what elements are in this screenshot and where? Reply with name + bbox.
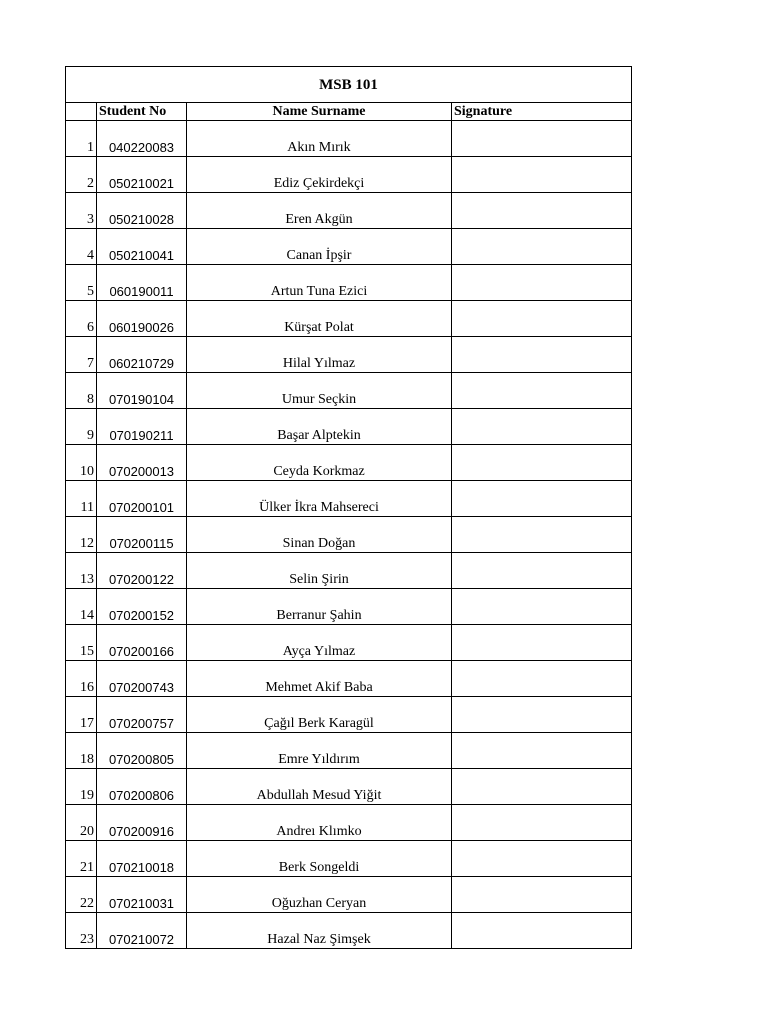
table-row (66, 697, 632, 733)
row-number: 12 (66, 517, 97, 553)
signature-cell[interactable] (452, 805, 632, 841)
signature-cell[interactable] (452, 841, 632, 877)
row-number: 11 (66, 481, 97, 517)
signature-cell[interactable] (452, 697, 632, 733)
name-surname-cell: Andreı Klımko (187, 805, 452, 841)
signature-cell[interactable] (452, 769, 632, 805)
header-row (66, 103, 632, 121)
table-row (66, 409, 632, 445)
name-surname-cell: Berk Songeldi (187, 841, 452, 877)
row-number: 21 (66, 841, 97, 877)
row-number: 16 (66, 661, 97, 697)
row-number: 5 (66, 265, 97, 301)
student-no-cell: 050210041 (97, 229, 187, 265)
row-number: 18 (66, 733, 97, 769)
table-row (66, 769, 632, 805)
row-number: 7 (66, 337, 97, 373)
header-name-surname: Name Surname (187, 103, 452, 121)
signature-cell[interactable] (452, 913, 632, 949)
table-row (66, 157, 632, 193)
table-row (66, 913, 632, 949)
student-no-cell: 050210028 (97, 193, 187, 229)
name-surname-cell: Çağıl Berk Karagül (187, 697, 452, 733)
signature-cell[interactable] (452, 409, 632, 445)
student-no-cell: 070200166 (97, 625, 187, 661)
name-surname-cell: Sinan Doğan (187, 517, 452, 553)
signature-cell[interactable] (452, 553, 632, 589)
student-no-cell: 070200101 (97, 481, 187, 517)
name-surname-cell: Umur Seçkin (187, 373, 452, 409)
name-surname-cell: Canan İpşir (187, 229, 452, 265)
table-row (66, 805, 632, 841)
table-row (66, 445, 632, 481)
name-surname-cell: Selin Şirin (187, 553, 452, 589)
student-no-cell: 060210729 (97, 337, 187, 373)
signature-cell[interactable] (452, 229, 632, 265)
row-number: 9 (66, 409, 97, 445)
table-row (66, 193, 632, 229)
signature-cell[interactable] (452, 265, 632, 301)
student-no-cell: 070200152 (97, 589, 187, 625)
name-surname-cell: Akın Mırık (187, 121, 452, 157)
name-surname-cell: Ceyda Korkmaz (187, 445, 452, 481)
signature-cell[interactable] (452, 373, 632, 409)
row-number: 10 (66, 445, 97, 481)
student-no-cell: 070200122 (97, 553, 187, 589)
name-surname-cell: Abdullah Mesud Yiğit (187, 769, 452, 805)
row-number: 1 (66, 121, 97, 157)
table-row (66, 121, 632, 157)
signature-cell[interactable] (452, 193, 632, 229)
name-surname-cell: Ayça Yılmaz (187, 625, 452, 661)
student-no-cell: 050210021 (97, 157, 187, 193)
name-surname-cell: Eren Akgün (187, 193, 452, 229)
signature-cell[interactable] (452, 481, 632, 517)
student-no-cell: 070190211 (97, 409, 187, 445)
signature-cell[interactable] (452, 121, 632, 157)
student-no-cell: 060190011 (97, 265, 187, 301)
table-row (66, 229, 632, 265)
row-number: 4 (66, 229, 97, 265)
header-student-no: Student No (97, 103, 187, 121)
signature-cell[interactable] (452, 733, 632, 769)
table-row (66, 265, 632, 301)
name-surname-cell: Oğuzhan Ceryan (187, 877, 452, 913)
name-surname-cell: Hazal Naz Şimşek (187, 913, 452, 949)
signature-cell[interactable] (452, 517, 632, 553)
name-surname-cell: Artun Tuna Ezici (187, 265, 452, 301)
student-no-cell: 040220083 (97, 121, 187, 157)
table-row (66, 301, 632, 337)
table-row (66, 481, 632, 517)
signature-cell[interactable] (452, 157, 632, 193)
table-row (66, 733, 632, 769)
signature-cell[interactable] (452, 445, 632, 481)
student-no-cell: 070200916 (97, 805, 187, 841)
name-surname-cell: Mehmet Akif Baba (187, 661, 452, 697)
row-number: 19 (66, 769, 97, 805)
attendance-sheet-body (66, 67, 632, 949)
student-no-cell: 070190104 (97, 373, 187, 409)
table-row (66, 517, 632, 553)
name-surname-cell: Emre Yıldırım (187, 733, 452, 769)
student-no-cell: 070200115 (97, 517, 187, 553)
student-no-cell: 070200743 (97, 661, 187, 697)
name-surname-cell: Ülker İkra Mahsereci (187, 481, 452, 517)
table-row (66, 589, 632, 625)
name-surname-cell: Berranur Şahin (187, 589, 452, 625)
row-number: 14 (66, 589, 97, 625)
row-number: 15 (66, 625, 97, 661)
name-surname-cell: Kürşat Polat (187, 301, 452, 337)
name-surname-cell: Hilal Yılmaz (187, 337, 452, 373)
row-number: 17 (66, 697, 97, 733)
student-no-cell: 060190026 (97, 301, 187, 337)
table-row (66, 841, 632, 877)
student-no-cell: 070200013 (97, 445, 187, 481)
signature-cell[interactable] (452, 877, 632, 913)
table-row (66, 553, 632, 589)
row-number: 22 (66, 877, 97, 913)
row-number: 20 (66, 805, 97, 841)
table-row (66, 661, 632, 697)
signature-cell[interactable] (452, 589, 632, 625)
student-no-cell: 070200757 (97, 697, 187, 733)
row-number: 23 (66, 913, 97, 949)
signature-cell[interactable] (452, 625, 632, 661)
row-number: 3 (66, 193, 97, 229)
signature-cell[interactable] (452, 337, 632, 373)
table-row (66, 373, 632, 409)
table-row (66, 877, 632, 913)
student-no-cell: 070210072 (97, 913, 187, 949)
course-title: MSB 101 (66, 67, 632, 103)
signature-cell[interactable] (452, 661, 632, 697)
row-number: 2 (66, 157, 97, 193)
signature-cell[interactable] (452, 301, 632, 337)
header-signature: Signature (452, 103, 632, 121)
title-row (66, 67, 632, 103)
student-no-cell: 070200805 (97, 733, 187, 769)
row-number: 8 (66, 373, 97, 409)
name-surname-cell: Ediz Çekirdekçi (187, 157, 452, 193)
row-number: 6 (66, 301, 97, 337)
attendance-sheet-table (65, 66, 632, 949)
table-row (66, 337, 632, 373)
student-no-cell: 070200806 (97, 769, 187, 805)
student-no-cell: 070210018 (97, 841, 187, 877)
name-surname-cell: Başar Alptekin (187, 409, 452, 445)
student-no-cell: 070210031 (97, 877, 187, 913)
table-row (66, 625, 632, 661)
header-number (66, 103, 97, 121)
row-number: 13 (66, 553, 97, 589)
